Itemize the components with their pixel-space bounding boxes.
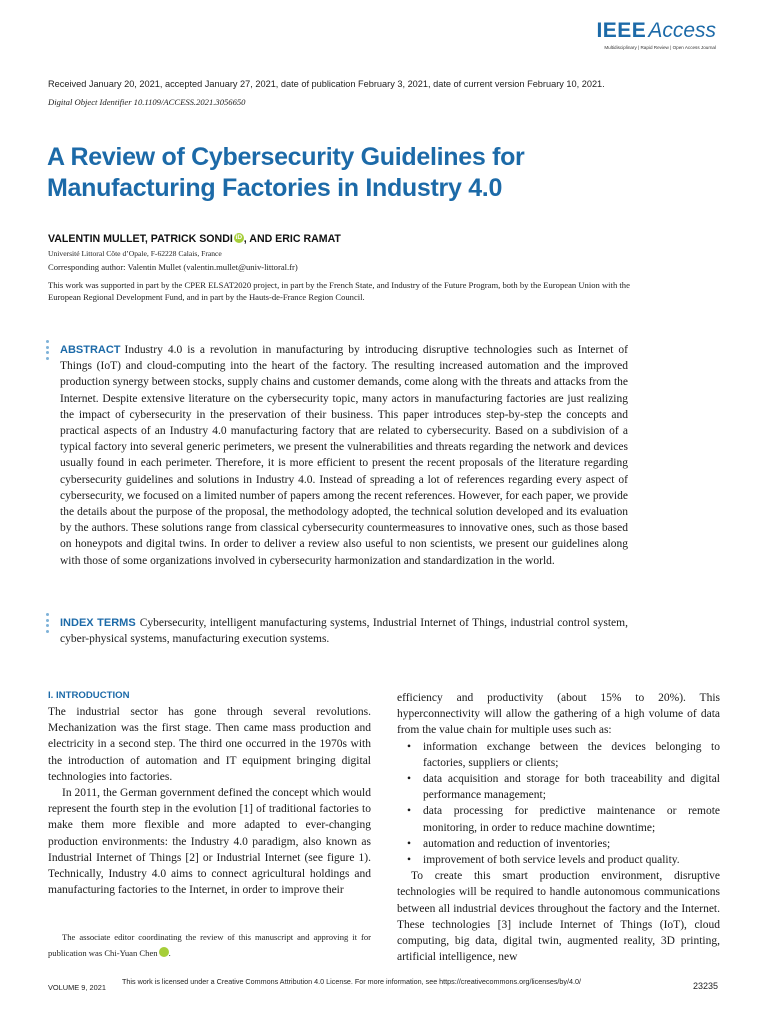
paper-title-line-2: Manufacturing Factories in Industry 4.0: [47, 174, 503, 202]
doi: Digital Object Identifier 10.1109/ACCESS.2021.3056650: [48, 97, 246, 107]
editor-footnote: [48, 929, 371, 961]
left-column: [48, 690, 371, 898]
list-item: • information exchange between the devices belonging to factories, suppliers or clients;: [397, 739, 720, 771]
list-item: • data processing for predictive maintenance or remote monitoring, in order to reduce machine downtime;: [397, 803, 720, 835]
corresponding-author: Corresponding author: Valentin Mullet (valentin.mullet@univ-littoral.fr): [48, 262, 298, 272]
footnote-end: .: [168, 948, 171, 959]
abstract-label: ABSTRACT: [60, 344, 121, 356]
list-item: • improvement of both service levels and product quality.: [397, 852, 720, 868]
received-dates: Received January 20, 2021, accepted January 27, 2021, date of publication February 3, 2021, date of current version February 10, 2021.: [48, 79, 605, 89]
index-terms-text: Cybersecurity, intelligent manufacturing systems, Industrial Internet of Things, industrial control system, cyber-physical systems, manufacturing execution systems.: [60, 617, 628, 646]
uses-list: [397, 739, 720, 869]
abstract: [60, 342, 628, 569]
author-list: [48, 233, 341, 245]
right-column: [397, 690, 720, 965]
intro-paragraph-2: In 2011, the German government defined the concept which would represent the fourth step in the evolution [1] of traditional factories to make them more flexible and more adapted to ever-changing production environments: the Industry 4.0 paradigm, also known as Industrial Internet of Things [2] or Industrial Internet (see figure 1). Technically, Industry 4.0 aims to connect agricultural holdings and manufacturing factories to the Internet, in order to improve their: [48, 787, 371, 897]
orcid-icon[interactable]: iD: [159, 947, 169, 957]
right-paragraph-1: efficiency and productivity (about 15% to 20%). This hyperconnectivity will allow the gathering of a high volume of data from the value chain for multiple uses such as:: [397, 692, 720, 737]
authors-part-1: VALENTIN MULLET, PATRICK SONDI: [48, 233, 233, 245]
logo-wordmark: [596, 20, 716, 42]
logo-tagline: Multidisciplinary | Rapid Review | Open Access Journal: [604, 45, 716, 50]
intro-paragraph-1: The industrial sector has gone through several revolutions. Mechanization was the first stage. Then came mass production and electricity in a second step. The third one occurred in the 1970s with the introduction of automation and IT equipment bringing digital technologies into factories.: [48, 706, 371, 783]
index-terms-dots-icon: [46, 613, 52, 635]
page-number: 23235: [692, 981, 718, 991]
list-item: • automation and reduction of inventories;: [397, 836, 720, 852]
list-item: • data acquisition and storage for both traceability and digital performance management;: [397, 771, 720, 803]
right-paragraph-2: To create this smart production environment, disruptive technologies will be required to handle autonomous communications between all industrial devices throughout the factory and the Internet. These technologies [3] include Internet of Things (IoT), cloud computing, big data, digital twin, augmented reality, 3D printing, artificial intelligence, new: [397, 870, 720, 964]
orcid-icon[interactable]: iD: [235, 234, 243, 241]
paper-title: [47, 142, 667, 204]
paper-title-line-1: A Review of Cybersecurity Guidelines for: [47, 143, 525, 171]
index-terms-label: INDEX TERMS: [60, 617, 136, 629]
logo-access: Access: [648, 19, 716, 42]
footer-volume: VOLUME 9, 2021: [48, 983, 106, 992]
section-heading-introduction: I. INTRODUCTION: [48, 690, 130, 701]
logo-ieee: IEEE: [596, 19, 647, 42]
footer-license: This work is licensed under a Creative Commons Attribution 4.0 License. For more information, see https://creativecommons.org/licenses/by/4.0/: [122, 977, 582, 986]
abstract-dots-icon: [46, 340, 52, 362]
funding-statement: This work was supported in part by the CPER ELSAT2020 project, in part by the French State, and Industry of the Future Program, both by the European Union with the European Regional Development Fund, and in part by the Hauts-de-France Region Council.: [48, 280, 630, 302]
index-terms: [60, 615, 628, 647]
journal-logo: [596, 20, 716, 50]
authors-part-2: , AND ERIC RAMAT: [243, 233, 341, 245]
abstract-text: Industry 4.0 is a revolution in manufacturing by introducing disruptive technologies such as Internet of Things (IoT) and cloud-computing into the heart of the factory. The resulting increased automation and the improved production synergy between stocks, supply chains and customer demands, come along with the threats and attacks from the Internet. Despite extensive literature on the cybersecurity topic, many actors in manufacturing factories are just realizing the impact of cybersecurity in the preservation of their business. This paper introduces step-by-step the concepts and practical aspects of an Industry 4.0 manufacturing factory that are related to cybersecurity. Based on a subdivision of a typical factory into several generic perimeters, we present the vulnerabilities and threats regarding the network and devices usually found in each perimeter. Therefore, it is more efficient to present the recent proposals of the literature regarding cybersecurity guidelines and solutions in Industry 4.0. Instead of spreading a lot of references regarding every aspect of cybersecurity, we focused on a limited number of papers among the recent references. However, for each paper, we provide the details about the purpose of the proposal, the methodology adopted, the technical solution developed and its evaluation by the authors. These solutions range from classical cybersecurity countermeasures to innovative ones, such as those based on honeypots and digital twins. In order to deliver a review also useful to non scientists, we present our guidelines along with those of some organizations involved in cybersecurity harmonization and standardization in the world.: [60, 344, 628, 567]
affiliation: Université Littoral Côte d’Opale, F-62228 Calais, France: [48, 249, 222, 258]
footnote-text: The associate editor coordinating the review of this manuscript and approving it for publication was Chi-Yuan Chen: [48, 932, 371, 959]
